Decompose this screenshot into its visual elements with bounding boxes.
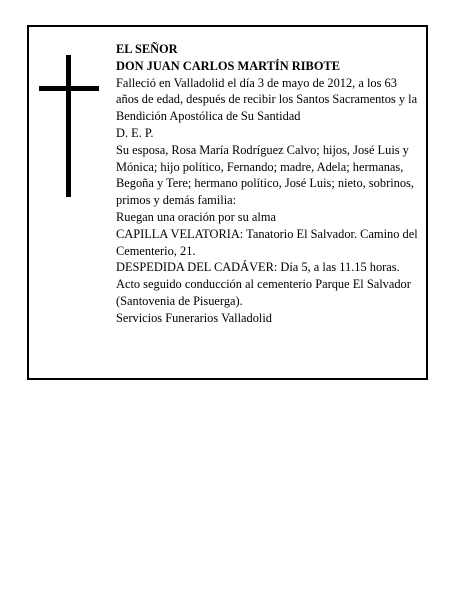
cross-vertical-bar <box>66 55 71 197</box>
prayer-request: Ruegan una oración por su alma <box>116 209 276 224</box>
deceased-name: DON JUAN CARLOS MARTÍN RIBOTE <box>116 58 340 73</box>
death-info: Falleció en Valladolid el día 3 de mayo de 2012, a los 63 años de edad, después de recibir los Santos Sacramentos y la Bendición Apostólica de Su Santidad <box>116 75 418 124</box>
cross-icon <box>39 55 99 197</box>
notice-text <box>116 41 421 327</box>
cross-horizontal-bar <box>39 86 99 91</box>
rip-text: D. E. P. <box>116 125 154 140</box>
notice-title: EL SEÑOR <box>116 42 178 56</box>
farewell-info: DESPEDIDA DEL CADÁVER: Día 5, a las 11.15 horas. Acto seguido conducción al cementerio Parque El Salvador (Santovenia de Pisuerga). <box>116 260 411 308</box>
obituary-notice <box>27 25 428 380</box>
chapel-info: CAPILLA VELATORIA: Tanatorio El Salvador. Camino del Cementerio, 21. <box>116 226 418 258</box>
family-list: Su esposa, Rosa María Rodríguez Calvo; hijos, José Luis y Mónica; hijo político, Fernando; madre, Adela; hermanas, Begoña y Tere; hermano político, José Luis; nieto, sobrinos, primos y demás familia: <box>116 142 414 208</box>
funeral-services: Servicios Funerarios Valladolid <box>116 310 273 325</box>
